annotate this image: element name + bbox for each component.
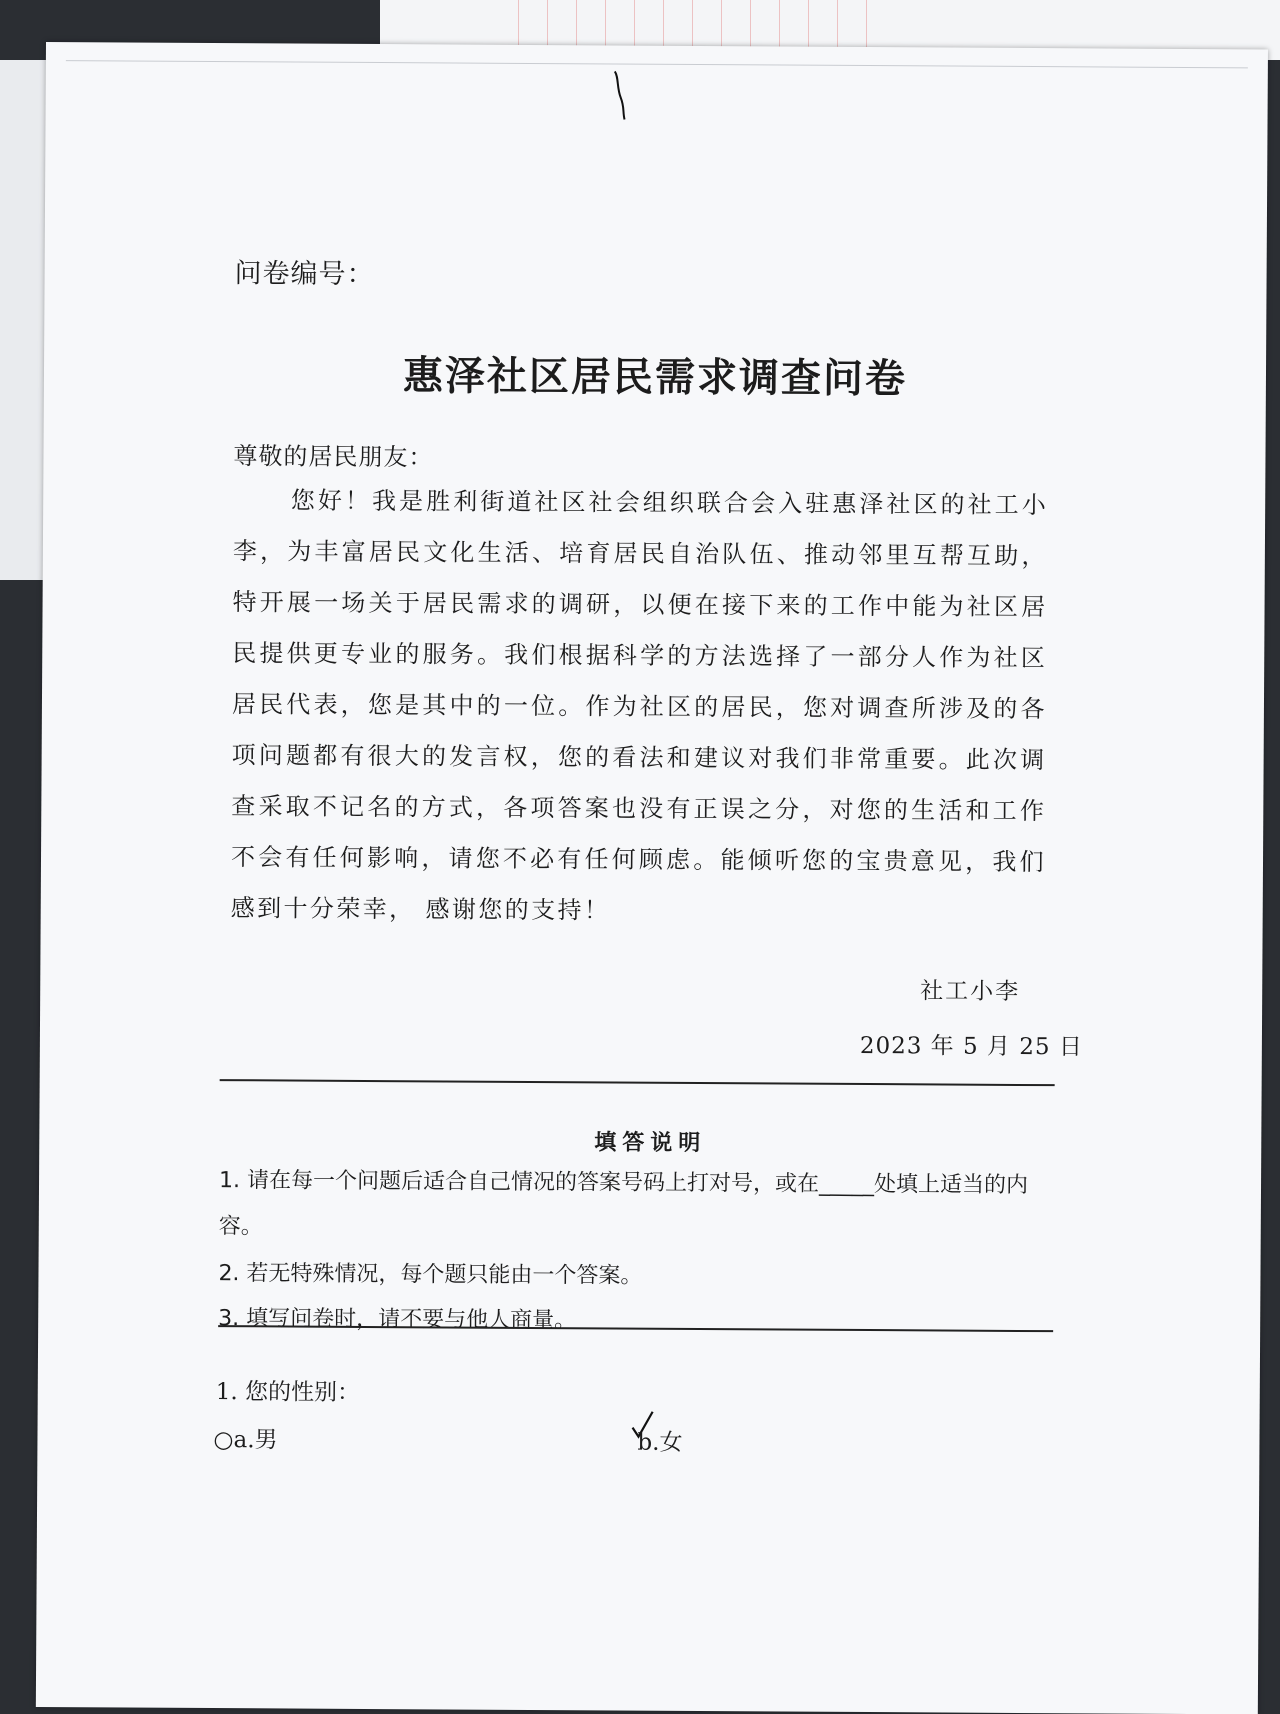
background-notebook-lines xyxy=(490,0,890,50)
instruction-item: 3. 填写问卷时，请不要与他人商量。 xyxy=(218,1306,577,1334)
questionnaire-number-label: 问卷编号： xyxy=(234,258,375,291)
pen-mark xyxy=(609,63,649,123)
instruction-item: 2. 若无特殊情况，每个题只能由一个答案。 xyxy=(218,1261,643,1289)
instructions-title: 填答说明 xyxy=(594,1130,707,1157)
signer: 社工小李 xyxy=(920,978,1021,1005)
question-gender: 1. 您的性别： xyxy=(215,1379,361,1406)
page-title: 惠泽社区居民需求调查问卷 xyxy=(402,352,908,403)
option-male[interactable]: ○a.男 xyxy=(213,1427,278,1454)
intro-paragraph: 您好！我是胜利街道社区社会组织联合会入驻惠泽社区的社工小李，为丰富居民文化生活、培育居民自治队伍、推动邻里互帮互助，特开展一场关于居民需求的调研，以便在接下来的工作中能为社区居民提供更专业的服务。我们根据科学的方法选择了一部分人作为社区居民代表，您是其中的一位。作为社区的居民，您对调查所涉及的各项问题都有很大的发言权，您的看法和建议对我们非常重要。此次调查采取不记名的方式，各项答案也没有正误之分，对您的生活和工作不会有任何影响，请您不必有任何顾虑。能倾听您的宝贵意见，我们感到十分荣幸， 感谢您的支持！ xyxy=(230,486,1049,925)
salutation: 尊敬的居民朋友： xyxy=(233,442,434,472)
page-edge-line xyxy=(66,60,1248,68)
instruction-item: 1. 请在每一个问题后适合自己情况的答案号码上打对号，或在_____处填上适当的内容。 xyxy=(218,1168,1029,1240)
divider-top xyxy=(220,1079,1055,1086)
date: 2023 年 5 月 25 日 xyxy=(859,1032,1083,1061)
survey-page xyxy=(36,42,1268,1714)
option-female[interactable]: b.女 xyxy=(637,1429,683,1456)
